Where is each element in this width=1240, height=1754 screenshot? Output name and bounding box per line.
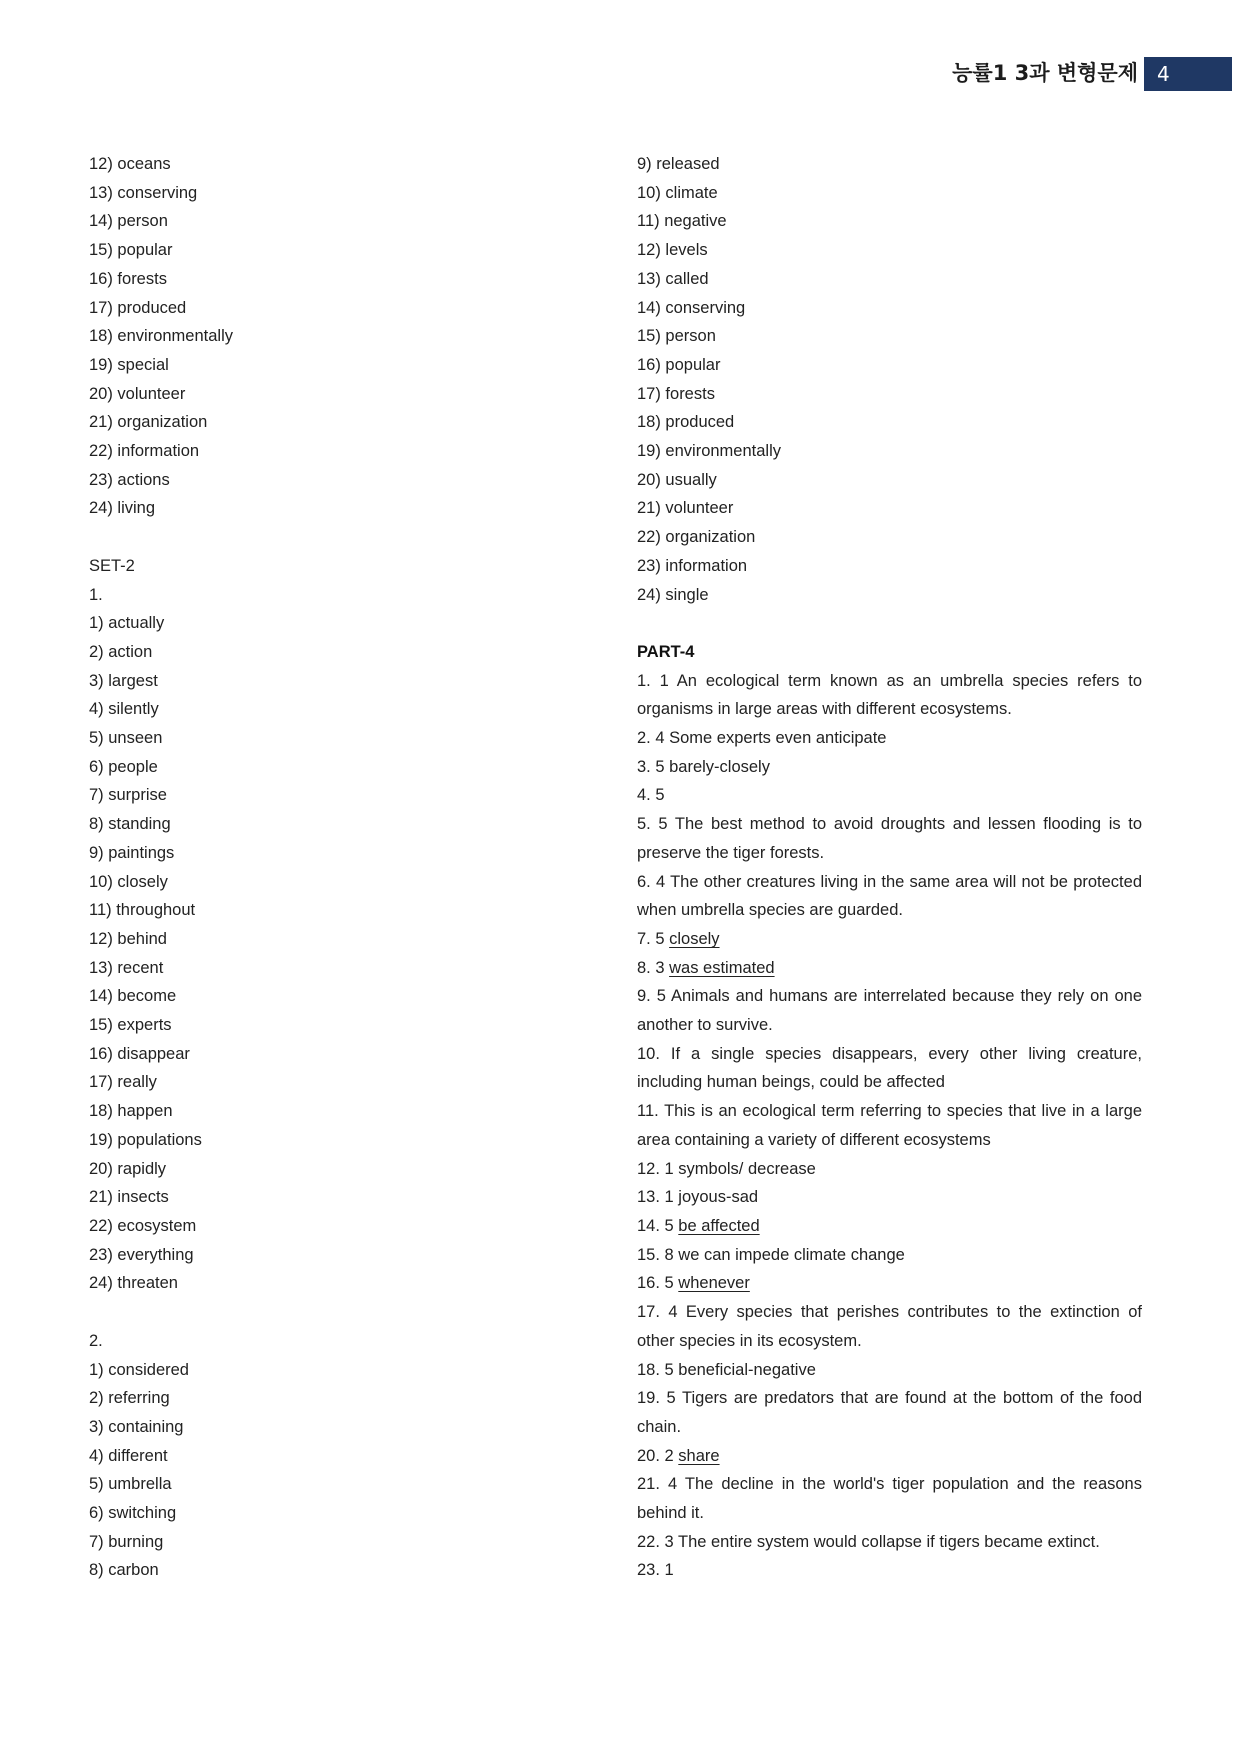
answer-item: 20) volunteer	[89, 384, 186, 403]
answer-item: 3) largest	[89, 671, 158, 690]
answer-item: 5) umbrella	[89, 1475, 172, 1494]
part4-answer: 13. 1 joyous-sad	[637, 1188, 759, 1207]
answer-item: 13) called	[637, 269, 709, 288]
answer-item: 22) ecosystem	[89, 1217, 197, 1235]
answer-number: 8. 3	[637, 958, 670, 977]
answer-item: 18) environmentally	[89, 327, 233, 346]
answer-item: 24) living	[89, 499, 156, 518]
part4-answer: 15. 8 we can impede climate change	[637, 1245, 905, 1264]
part4-answer: 5. 5 The best method to avoid droughts and lessen flooding is to preserve the tiger forests.	[637, 815, 1142, 862]
answer-item: 15) person	[637, 327, 716, 346]
answer-item: 15) experts	[89, 1016, 172, 1035]
spacer	[89, 523, 569, 552]
answer-item: 22) information	[89, 442, 200, 461]
answer-item: 7) burning	[89, 1532, 164, 1551]
answer-item: 5) unseen	[89, 729, 163, 748]
answer-item: 22) organization	[637, 528, 756, 547]
part4-answer: 2. 4 Some experts even anticipate	[637, 729, 887, 748]
question-number: 2.	[89, 1331, 103, 1350]
answer-item: 8) carbon	[89, 1561, 159, 1580]
answer-item: 3) containing	[89, 1417, 184, 1436]
answer-item: 18) happen	[89, 1102, 173, 1121]
answer-item: 7) surprise	[89, 786, 167, 805]
answer-item: 12) oceans	[89, 155, 171, 173]
spacer	[637, 609, 1142, 638]
part4-answer: 9. 5 Animals and humans are interrelated because they rely on one another to survive.	[637, 987, 1142, 1035]
answer-item: 4) different	[89, 1446, 168, 1465]
answer-item: 20) usually	[637, 470, 717, 489]
answer-item: 17) really	[89, 1073, 157, 1092]
part4-answer	[637, 925, 1142, 954]
answer-number: 14. 5	[637, 1217, 679, 1235]
answer-item: 9) paintings	[89, 843, 175, 862]
answer-item: 6) switching	[89, 1504, 177, 1523]
underlined-answer: closely	[669, 929, 720, 948]
answer-item: 4) silently	[89, 700, 159, 719]
left-column	[89, 150, 569, 1585]
part4-answer: 10. If a single species disappears, every other living creature, including human beings, could be affected	[637, 1044, 1142, 1092]
answer-item: 23) information	[637, 556, 748, 575]
answer-item: 9) released	[637, 155, 720, 173]
answer-item: 14) person	[89, 212, 168, 231]
question-number: 1.	[89, 585, 103, 604]
part4-answer: 21. 4 The decline in the world's tiger population and the reasons behind it.	[637, 1475, 1142, 1523]
answer-number: 20. 2	[637, 1446, 679, 1465]
answer-item: 12) levels	[637, 241, 708, 260]
part4-answer: 12. 1 symbols/ decrease	[637, 1159, 816, 1178]
part4-answer: 11. This is an ecological term referring to species that live in a large area containing a variety of different ecosystems	[637, 1102, 1142, 1149]
underlined-answer: was estimated	[669, 958, 775, 977]
answer-item: 13) recent	[89, 958, 164, 977]
part4-answer: 1. 1 An ecological term known as an umbrella species refers to organisms in large areas with different ecosystems.	[637, 671, 1142, 719]
answer-item: 16) disappear	[89, 1044, 190, 1063]
part4-answer	[637, 1212, 1142, 1241]
answer-item: 11) throughout	[89, 901, 196, 920]
answer-item: 2) referring	[89, 1389, 170, 1408]
answer-item: 16) forests	[89, 269, 167, 288]
answer-item: 13) conserving	[89, 183, 198, 202]
part4-answer	[637, 954, 1142, 983]
answer-item: 2) action	[89, 642, 153, 661]
answer-item: 14) become	[89, 987, 177, 1006]
underlined-answer: share	[678, 1446, 720, 1465]
right-column	[637, 150, 1142, 1585]
answer-item: 16) popular	[637, 355, 721, 374]
spacer	[89, 1298, 569, 1327]
page-title: 능률1 3과 변형문제	[952, 61, 1138, 85]
part4-answer	[637, 1269, 1142, 1298]
answer-item: 23) actions	[89, 470, 170, 489]
answer-item: 21) insects	[89, 1188, 169, 1207]
answer-item: 17) forests	[637, 384, 715, 403]
answer-item: 10) climate	[637, 183, 718, 202]
answer-item: 10) closely	[89, 872, 168, 891]
page-number-badge: 4	[1144, 57, 1232, 91]
answer-item: 17) produced	[89, 298, 187, 317]
part4-answer: 22. 3 The entire system would collapse if tigers became extinct.	[637, 1532, 1100, 1551]
answer-item: 18) produced	[637, 413, 735, 432]
answer-number: 7. 5	[637, 929, 670, 948]
answer-item: 15) popular	[89, 241, 173, 260]
answer-item: 14) conserving	[637, 298, 746, 317]
answer-item: 21) organization	[89, 413, 208, 432]
answer-item: 19) environmentally	[637, 442, 781, 461]
part4-answer	[637, 1442, 1142, 1471]
part4-answer: 3. 5 barely-closely	[637, 757, 770, 776]
answer-item: 8) standing	[89, 815, 171, 834]
answer-item: 19) special	[89, 355, 169, 374]
answer-item: 21) volunteer	[637, 499, 734, 518]
answer-item: 1) considered	[89, 1360, 189, 1379]
answer-item: 24) threaten	[89, 1274, 178, 1293]
set-heading: SET-2	[89, 556, 135, 575]
underlined-answer: be affected	[678, 1217, 760, 1235]
part4-answer: 17. 4 Every species that perishes contributes to the extinction of other species in its ecosystem.	[637, 1303, 1142, 1350]
answer-item: 24) single	[637, 585, 709, 604]
part4-answer: 23. 1	[637, 1561, 674, 1580]
answer-item: 6) people	[89, 757, 158, 776]
answer-number: 16. 5	[637, 1274, 679, 1293]
answer-item: 23) everything	[89, 1245, 194, 1264]
part4-answer: 6. 4 The other creatures living in the same area will not be protected when umbrella species are guarded.	[637, 872, 1142, 920]
answer-item: 20) rapidly	[89, 1159, 167, 1178]
part-heading: PART-4	[637, 642, 695, 661]
answer-item: 19) populations	[89, 1130, 202, 1149]
part4-answer: 4. 5	[637, 786, 665, 805]
answer-item: 11) negative	[637, 212, 727, 231]
underlined-answer: whenever	[678, 1274, 750, 1293]
part4-answer: 19. 5 Tigers are predators that are found at the bottom of the food chain.	[637, 1389, 1142, 1436]
part4-answer: 18. 5 beneficial-negative	[637, 1360, 816, 1379]
answer-item: 1) actually	[89, 614, 165, 633]
answer-item: 12) behind	[89, 929, 167, 948]
